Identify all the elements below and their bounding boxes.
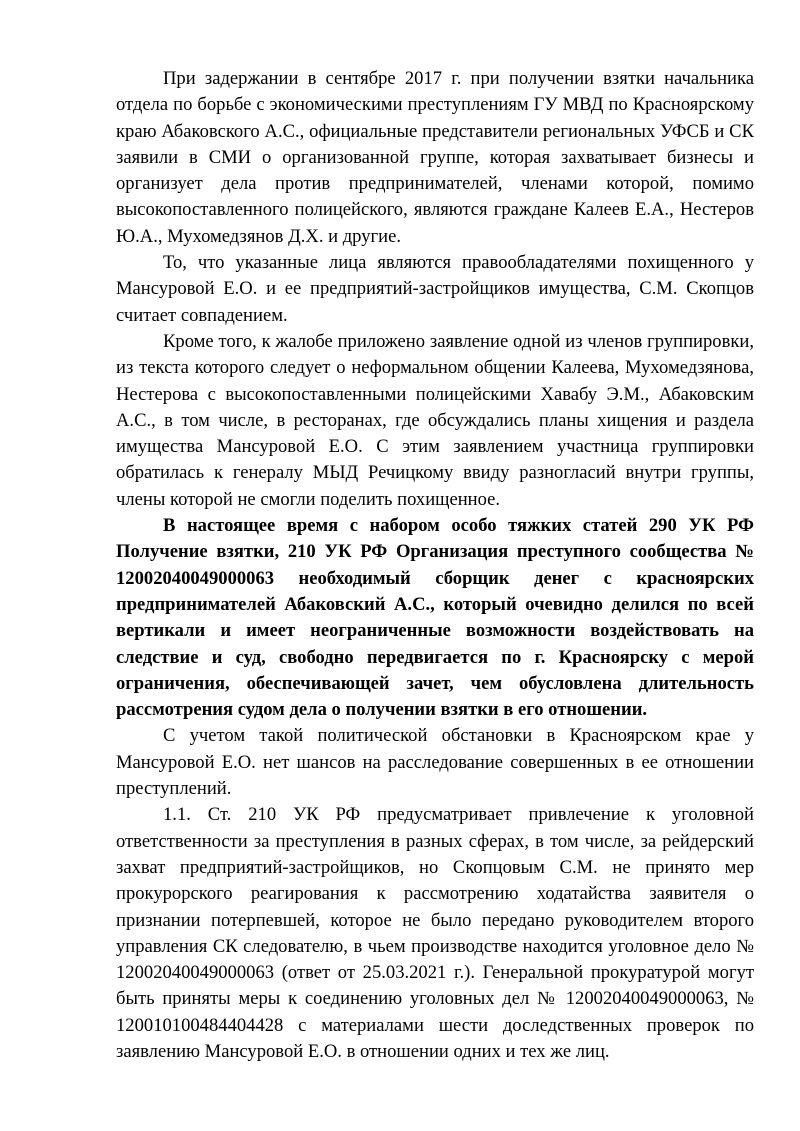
paragraph-coincidence: То, что указанные лица являются правообладателями похищенного у Мансуровой Е.О. и ее предприятий-застройщиков имущества, С.М. Скопцов считает совпадением. xyxy=(116,252,754,326)
paragraph-detention: При задержании в сентябре 2017 г. при получении взятки начальника отдела по борьбе с экономическими преступлениям ГУ МВД по Красноярскому краю Абаковского А.С., официальные представители региональных УФСБ и СК заявили в СМИ о организованной группе, которая захватывает бизнесы и организует дела против предпринимателей, членами которой, помимо высокопоставленного полицейского, являются граждане Калеев Е.А., Нестеров Ю.А., Мухомедзянов Д.Х. и другие. xyxy=(116,68,754,247)
document-page xyxy=(116,66,754,1065)
paragraph-complaint-attachment: Кроме того, к жалобе приложено заявление одной из членов группировки, из текста которого следует о неформальном общении Калеева, Мухомедзянова, Нестерова с высокопоставленными полицейскими Хавабу Э.М., Абаковским А.С., в том числе, в ресторанах, где обсуждались планы хищения и раздела имущества Мансуровой Е.О. С этим заявлением участница группировки обратилась к генералу МЫД Речицкому ввиду разногласий внутри группы, члены которой не смогли поделить похищенное. xyxy=(116,330,754,510)
paragraph-article-210: 1.1. Ст. 210 УК РФ предусматривает привлечение к уголовной ответственности за преступления в разных сферах, в том числе, за рейдерский захват предприятий-застройщиков, но Скопцовым С.М. не принято мер прокурорского реагирования к рассмотрению ходатайства заявителя о признании потерпевшей, которое не было передано руководителем второго управления СК следователю, в чьем производстве находится уголовное дело № 12002040049000063 (ответ от 25.03.2021 г.). Генеральной прокуратурой могут быть приняты меры к соединению уголовных дел № 12002040049000063, № 120010100484404428 с материалами шести доследственных проверок по заявлению Мансуровой Е.О. в отношении одних и тех же лиц. xyxy=(116,804,754,1062)
paragraph-political-situation: С учетом такой политической обстановки в Красноярском крае у Мансуровой Е.О. нет шансов на расследование совершенных в ее отношении преступлений. xyxy=(116,725,754,800)
paragraph-current-situation: В настоящее время с набором особо тяжких статей 290 УК РФ Получение взятки, 210 УК РФ Организация преступного сообщества № 12002040049000063 необходимый сборщик денег с красноярских предпринимателей Абаковский А.С., который очевидно делился по всей вертикали и имеет неограниченные возможности воздействовать на следствие и суд, свободно передвигается по г. Красноярску с мерой ограничения, обеспечивающей зачет, чем обусловлена длительность рассмотрения судом дела о получении взятки в его отношении. xyxy=(116,515,754,721)
